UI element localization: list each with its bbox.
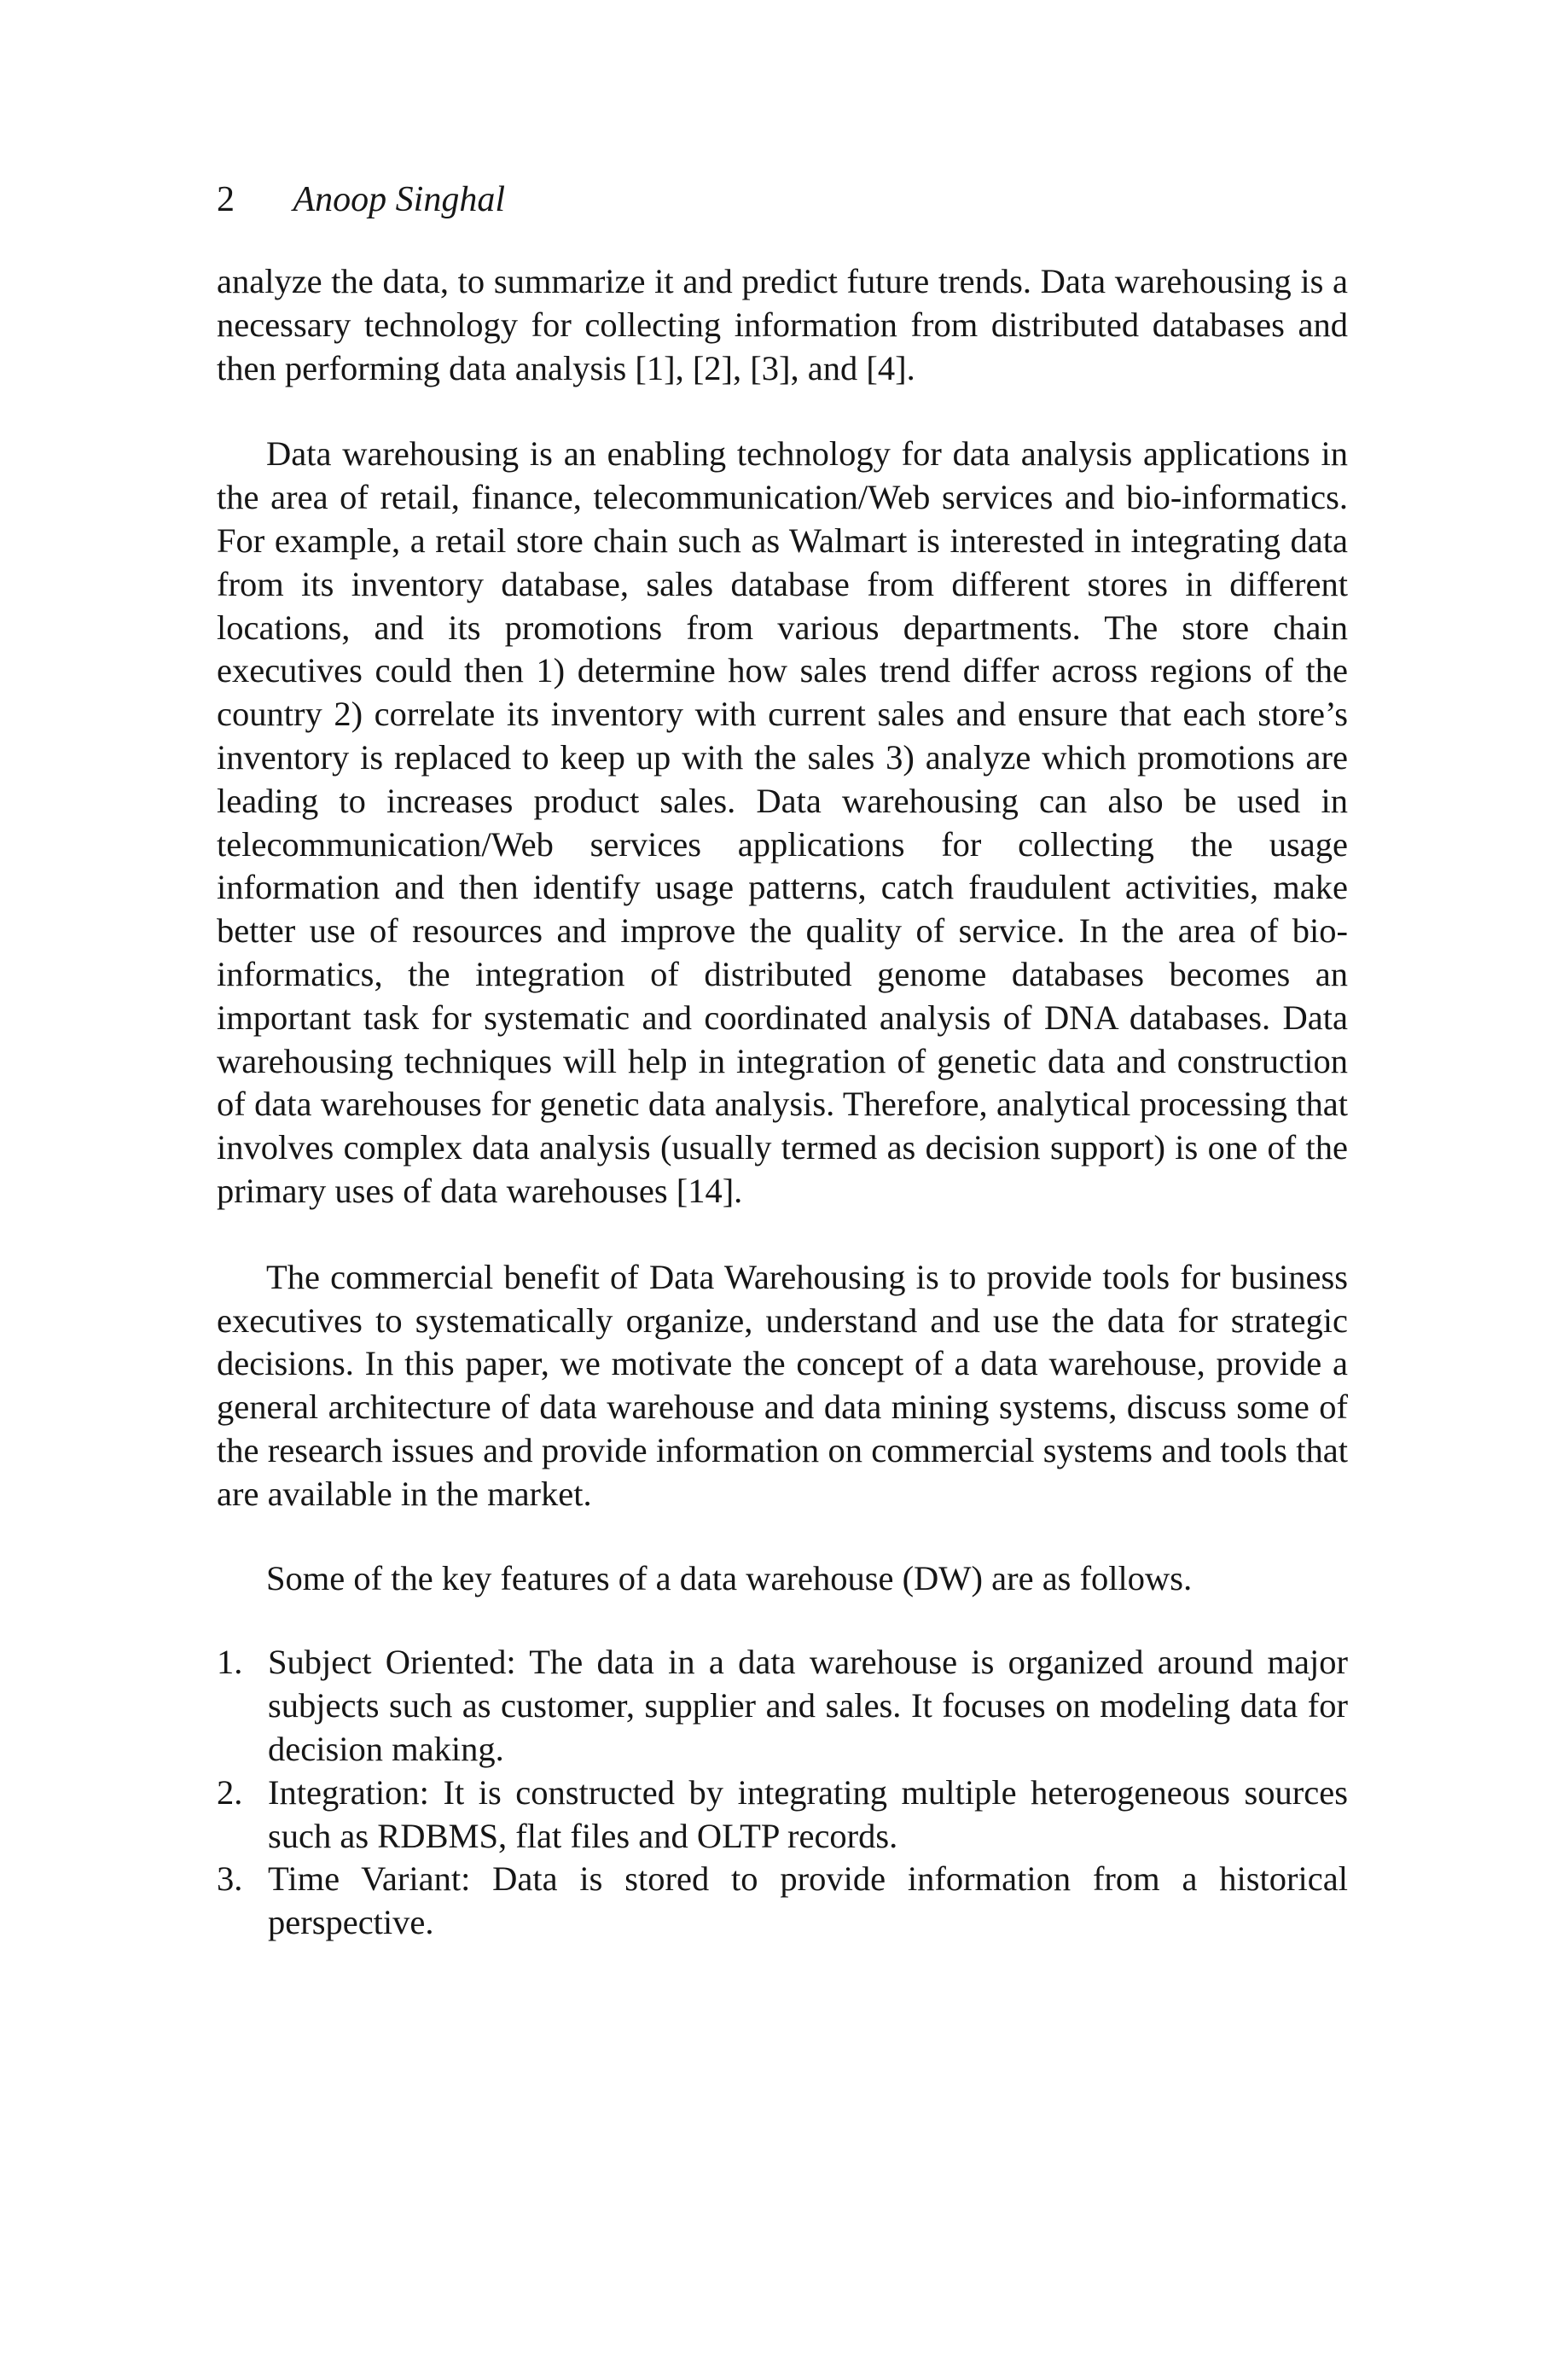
feature-number: 1. bbox=[217, 1643, 243, 1682]
feature-subject-oriented bbox=[217, 1641, 1348, 1771]
key-features-list bbox=[217, 1641, 1348, 1945]
feature-text: Integration: It is constructed by integrating multiple heterogeneous sources such as RDBMS, flat files and OLTP records. bbox=[268, 1772, 1348, 1855]
key-features-intro: Some of the key features of a data warehouse (DW) are as follows. bbox=[266, 1558, 1193, 1597]
feature-time-variant bbox=[217, 1858, 1348, 1945]
data-warehousing-applications-paragraph: Data warehousing is an enabling technology for data analysis applications in the area of retail, finance, telecommunication/Web services and bio-informatics. For example, a retail store chain such as Walmart is interested in integrating data from its inventory database, sales database from different stores in different locations, and its promotions from various departments. The store chain executives could then 1) determine how sales trend differ across regions of the country 2) correlate its inventory with current sales and ensure that each store’s inventory is replaced to keep up with the sales 3) analyze which promotions are leading to increases product sales. Data warehousing can also be used in telecommunication/Web services applications for collecting the usage information and then identify usage patterns, catch fraudulent activities, make better use of resources and improve the quality of service. In the area of bio-informatics, the integration of distributed genome databases becomes an important task for systematic and coordinated analysis of DNA databases. Data warehousing techniques will help in integration of genetic data and construction of data warehouses for genetic data analysis. Therefore, analytical processing that involves complex data analysis (usually termed as decision support) is one of the primary uses of data warehouses [14]. bbox=[217, 434, 1348, 1210]
feature-text: Time Variant: Data is stored to provide information from a historical perspective. bbox=[268, 1859, 1348, 1942]
body-text bbox=[217, 260, 1348, 1945]
feature-number: 3. bbox=[217, 1859, 243, 1899]
continued-paragraph: analyze the data, to summarize it and predict future trends. Data warehousing is a necessary technology for collecting information from distributed databases and then performing data analysis [1], [2], [3], and [4]. bbox=[217, 262, 1348, 387]
feature-text: Subject Oriented: The data in a data warehouse is organized around major subjects such as customer, supplier and sales. It focuses on modeling data for decision making. bbox=[268, 1643, 1348, 1768]
page-number: 2 bbox=[217, 180, 235, 219]
author-name: Anoop Singhal bbox=[293, 180, 505, 219]
commercial-benefit-paragraph: The commercial benefit of Data Warehousing is to provide tools for business executives to systematically organize, understand and use the data for strategic decisions. In this paper, we motivate the concept of a data warehouse, provide a general architecture of data warehouse and data mining systems, discuss some of the research issues and provide information on commercial systems and tools that are available in the market. bbox=[217, 1257, 1348, 1513]
feature-number: 2. bbox=[217, 1772, 243, 1812]
feature-integration bbox=[217, 1772, 1348, 1859]
running-header bbox=[217, 177, 505, 222]
